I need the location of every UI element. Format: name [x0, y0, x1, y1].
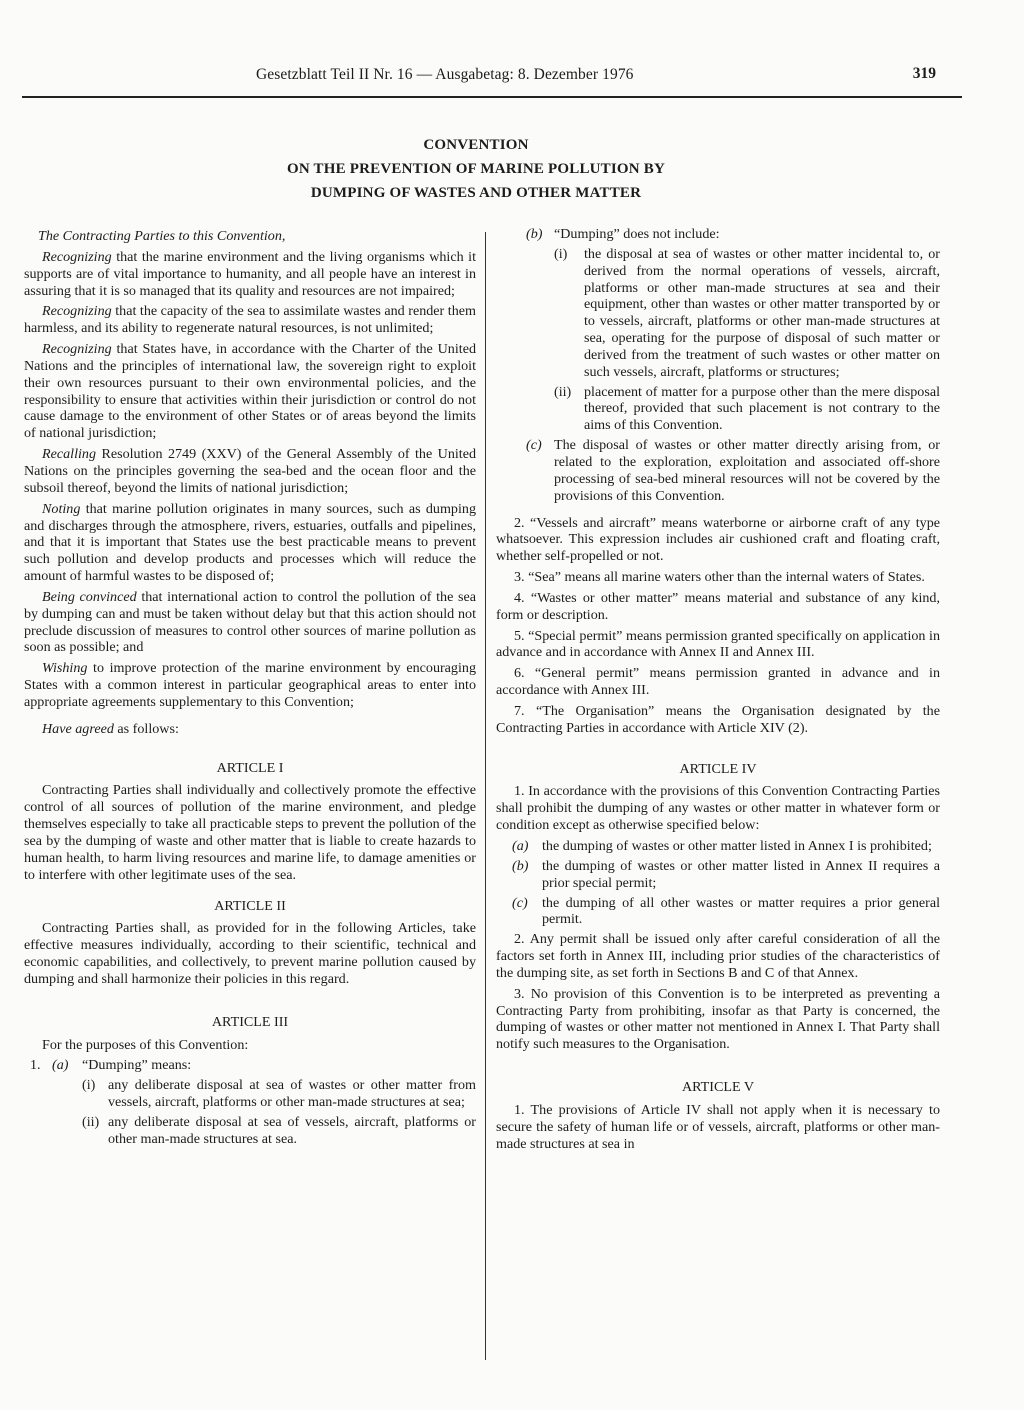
list-label: (a)	[52, 1057, 69, 1074]
list-label: (b)	[512, 857, 529, 874]
definition: 7. “The Organisation” means the Organisation designated by the Contracting Parties in accordance with Article XIV (2).	[496, 702, 940, 736]
title-line-1: CONVENTION	[423, 137, 529, 153]
recital: Recognizing that States have, in accordance with the Charter of the United Nations and the principles of international law, the sovereign right to exploit their own resources pursuant to their own environmental policies, and the responsibility to ensure that activities within their jurisdiction or control do not cause damage to the environment of other States or of areas beyond the limits of national jurisdiction;	[24, 341, 476, 442]
definition: 6. “General permit” means permission granted in advance and in accordance with Annex III.	[496, 665, 940, 699]
list-item: (ii) placement of matter for a purpose other than the mere disposal thereof, provided that such placement is not contrary to the aims of this Convention.	[554, 383, 940, 434]
list-item: (b) the dumping of wastes or other matter listed in Annex II requires a prior special permit;	[512, 857, 940, 891]
definition: 2. “Vessels and aircraft” means waterborne or airborne craft of any type whatsoever. This expression includes air cushioned craft and floating craft, whether self-propelled or not.	[496, 514, 940, 565]
article-heading: ARTICLE IV	[679, 760, 757, 777]
left-column	[24, 228, 476, 1151]
list-label: (c)	[526, 437, 542, 454]
agreed-line: Have agreed as follows:	[42, 720, 179, 737]
recital: Being convinced that international action to control the pollution of the sea by dumping can and must be taken without delay but that this action should not preclude discussion of measures to control other sources of marine pollution as soon as possible; and	[24, 588, 477, 656]
article-heading: ARTICLE III	[211, 1013, 289, 1030]
article-4-para: 1. In accordance with the provisions of this Convention Contracting Parties shall prohibit the dumping of any wastes or other matter in whatever form or condition except as otherwise specified below:	[496, 783, 940, 834]
article-4-para: 2. Any permit shall be issued only after careful consideration of all the factors set forth in Annex III, including prior studies of the characteristics of the dumping site, as set forth in Sections B and C of that Annex.	[496, 931, 940, 981]
recital: Recalling Resolution 2749 (XXV) of the General Assembly of the United Nations on the principles governing the sea-bed and the ocean floor and the subsoil thereof, beyond the limits of national jurisdiction;	[24, 446, 476, 496]
article-2-text: Contracting Parties shall, as provided for in the following Articles, take effective measures individually, according to their scientific, technical and economic capabilities, and collectively, to prevent marine pollution caused by dumping and shall harmonize their policies in this regard.	[24, 920, 476, 987]
list-label: (c)	[512, 894, 528, 911]
list-item: (c) The disposal of wastes or other matter directly arising from, or related to the exploration, exploitation and associated off-shore processing of sea-bed mineral resources will not be covered by the provisions of this Convention.	[526, 437, 940, 504]
list-item: (i) any deliberate disposal at sea of wastes or other matter from vessels, aircraft, platforms or other man-made structures at sea;	[82, 1077, 476, 1111]
recital: Noting that marine pollution originates in many sources, such as dumping and discharges through the atmosphere, rivers, estuaries, outfalls and pipelines, and that it is important that States use the best practicable means to prevent such pollution and develop products and processes which will reduce the amount of harmful wastes to be disposed of;	[24, 500, 476, 585]
article-3-intro: For the purposes of this Convention:	[42, 1036, 249, 1053]
article-4-para: 3. No provision of this Convention is to be interpreted as preventing a Contracting Party from prohibiting, insofar as that Party is concerned, the dumping of wastes or other matter not mentioned in Annex I. That Party shall notify such measures to the Organisation.	[496, 985, 940, 1053]
article-heading: ARTICLE I	[216, 759, 284, 776]
title-line-3: DUMPING OF WASTES AND OTHER MATTER	[310, 185, 642, 201]
list-item: (c) the dumping of all other wastes or matter requires a prior general permit.	[512, 894, 940, 928]
list-item: (b) “Dumping” does not include:	[526, 226, 720, 242]
definition: 3. “Sea” means all marine waters other than the internal waters of States.	[514, 569, 925, 586]
right-column	[496, 226, 940, 1157]
list-item: 1. (a) “Dumping” means:	[30, 1057, 192, 1074]
article-5-para: 1. The provisions of Article IV shall not apply when it is necessary to secure the safety of human life or of vessels, aircraft, platforms or other man-made structures at sea in	[496, 1101, 940, 1152]
page-number: 319	[912, 65, 936, 82]
definition: 4. “Wastes or other matter” means material and substance of any kind, form or description.	[496, 589, 940, 623]
list-item: (i) the disposal at sea of wastes or other matter incidental to, or derived from the normal operations of vessels, aircraft, platforms or other man-made structures at sea and their equipment, other than wastes or other matter transported by or to vessels, aircraft, platforms or other man-made structures at sea, operating for the purpose of disposal of such matter or derived from the treatment of such wastes or other matter on such vessels, aircraft, platforms or structures;	[554, 245, 940, 380]
recital: Recognizing that the capacity of the sea to assimilate wastes and render them harmless, and its ability to regenerate natural resources, is not unlimited;	[24, 303, 476, 337]
list-item: (ii) any deliberate disposal at sea of vessels, aircraft, platforms or other man-made structures at sea.	[82, 1113, 476, 1147]
list-item: (a) the dumping of wastes or other matter listed in Annex I is prohibited;	[512, 838, 932, 854]
column-divider	[485, 232, 486, 1360]
preamble-intro: The Contracting Parties to this Convention,	[38, 228, 286, 244]
article-heading: ARTICLE V	[681, 1079, 755, 1096]
list-label: (b)	[526, 226, 543, 242]
recital: Recognizing that the marine environment and the living organisms which it supports are of vital importance to humanity, and all people have an interest in assuring that it is so managed that its quality and resources are not impaired;	[24, 248, 476, 299]
title-line-2: ON THE PREVENTION OF MARINE POLLUTION BY	[286, 161, 666, 177]
definition: 5. “Special permit” means permission granted specifically on application in advance and in accordance with Annex II and Annex III.	[496, 627, 940, 661]
running-title: Gesetzblatt Teil II Nr. 16 — Ausgabetag: 8. Dezember 1976	[256, 66, 634, 83]
running-header	[22, 62, 962, 98]
article-1-text: Contracting Parties shall individually and collectively promote the effective control of all sources of pollution of the marine environment, and pledge themselves especially to take all practicable steps to prevent the pollution of the sea by the dumping of waste and other matter that is liable to create hazards to human health, to harm living resources and marine life, to damage amenities or to interfere with other legitimate uses of the sea.	[24, 782, 476, 883]
list-label: (a)	[512, 838, 529, 854]
article-heading: ARTICLE II	[214, 897, 286, 914]
recital: Wishing to improve protection of the marine environment by encouraging States with a common interest in particular geographical areas to enter into appropriate agreements supplementary to this Convention;	[24, 660, 476, 710]
